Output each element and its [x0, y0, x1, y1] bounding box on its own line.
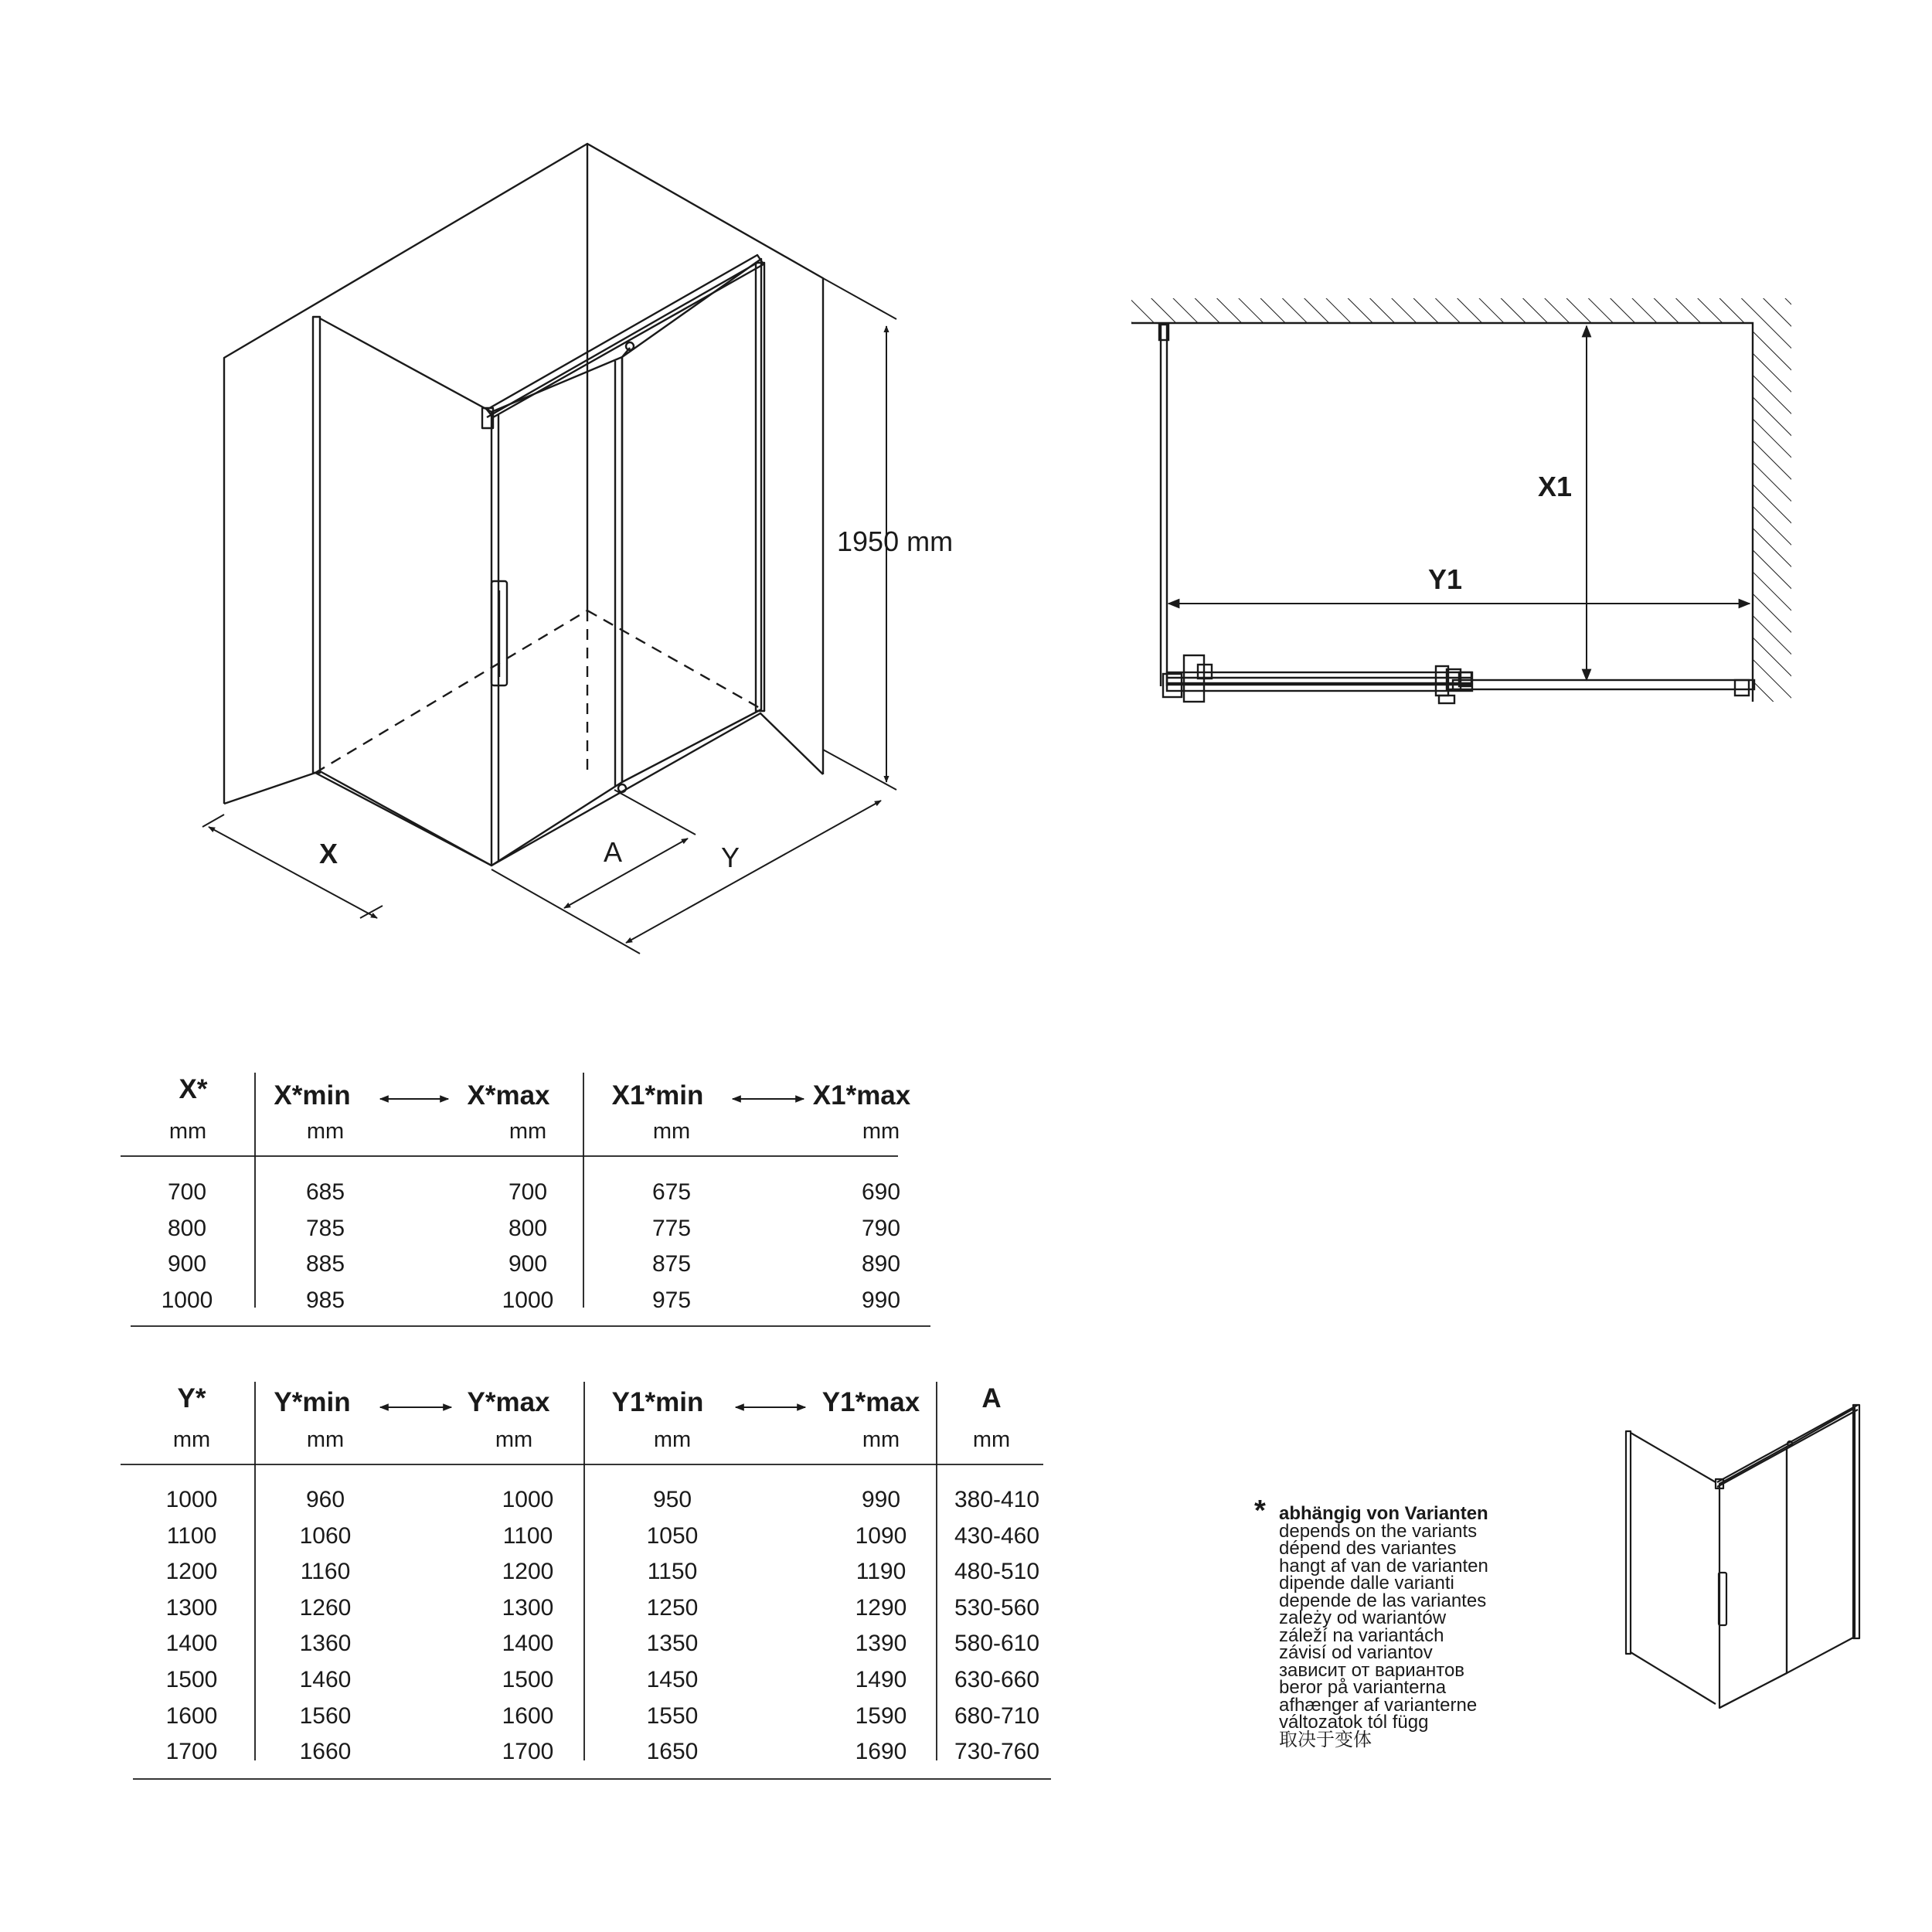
- table-cell: 990: [861, 1487, 901, 1512]
- ymax-col-header: Y*max: [467, 1387, 550, 1417]
- note-line: afhænger af varianterne: [1279, 1694, 1478, 1716]
- note-line: abhängig von Varianten: [1279, 1503, 1488, 1524]
- note-line: 取决于变体: [1279, 1729, 1372, 1750]
- x1max-col-header: X1*max: [812, 1080, 911, 1111]
- table-cell: 1160: [300, 1559, 351, 1585]
- table-cell: 1450: [646, 1667, 699, 1692]
- table-cell: 885: [305, 1251, 345, 1277]
- table-cell: 685: [305, 1179, 345, 1205]
- table-cell: 1350: [646, 1631, 699, 1657]
- height-dimension-label: 1950 mm: [837, 526, 954, 557]
- table-cell: 1000: [502, 1487, 554, 1512]
- asterisk-icon: *: [1254, 1495, 1266, 1527]
- table-cell: 1660: [299, 1739, 352, 1765]
- table-cell: 530-560: [954, 1594, 1040, 1621]
- table-cell: 1490: [855, 1667, 907, 1692]
- table-cell: 700: [167, 1179, 207, 1205]
- unit-label: mm: [172, 1427, 211, 1452]
- y-col-header: Y*: [177, 1383, 206, 1413]
- note-line: változatok tól függ: [1279, 1712, 1429, 1733]
- right-wall-hatch: [1753, 323, 1791, 702]
- note-line: beror på varianterna: [1279, 1677, 1447, 1698]
- table-cell: 430-460: [954, 1522, 1040, 1549]
- unit-label: mm: [862, 1427, 900, 1452]
- table-cell: 1400: [502, 1631, 554, 1657]
- x-col-header: X*: [179, 1074, 208, 1104]
- table-cell: 1650: [646, 1739, 699, 1765]
- isometric-enclosure-drawing: [202, 144, 896, 954]
- table-cell: 1100: [166, 1522, 217, 1549]
- table-cell: 975: [651, 1287, 692, 1313]
- table-cell: 985: [305, 1287, 345, 1313]
- note-line: depende de las variantes: [1279, 1590, 1487, 1611]
- note-line: závisí od variantov: [1279, 1642, 1433, 1663]
- note-line: hangt af van de varianten: [1279, 1555, 1488, 1577]
- fixed-glass-panel: [622, 259, 761, 782]
- table-cell: 1600: [165, 1702, 218, 1729]
- unit-label: mm: [862, 1119, 900, 1144]
- table-cell: 960: [305, 1487, 345, 1512]
- table-cell: 785: [305, 1216, 345, 1241]
- table-cell: 730-760: [954, 1739, 1040, 1765]
- table-cell: 630-660: [954, 1667, 1040, 1692]
- table-cell: 1000: [502, 1287, 554, 1313]
- y1max-col-header: Y1*max: [821, 1387, 920, 1417]
- table-cell: 680-710: [954, 1702, 1040, 1729]
- dimension-label-x: X: [318, 838, 338, 869]
- table-cell: 1200: [502, 1559, 554, 1585]
- dimension-lines: [202, 278, 896, 954]
- unit-label: mm: [652, 1119, 691, 1144]
- unit-label: mm: [168, 1119, 207, 1144]
- thumbnail-enclosure-drawing: [1626, 1405, 1859, 1708]
- table-cell: 1200: [165, 1559, 218, 1585]
- note-line: зависит от вариантов: [1279, 1659, 1465, 1681]
- table-cell: 890: [861, 1251, 901, 1277]
- table-cell: 800: [508, 1216, 548, 1241]
- table-cell: 775: [651, 1216, 692, 1241]
- table-cell: 1050: [646, 1522, 699, 1549]
- x1min-col-header: X1*min: [611, 1080, 704, 1111]
- table-cell: 1390: [855, 1631, 907, 1657]
- table-cell: 1260: [299, 1594, 352, 1621]
- xmin-col-header: X*min: [274, 1080, 351, 1111]
- note-line: dipende dalle varianti: [1279, 1573, 1454, 1594]
- note-line: záleží na variantách: [1279, 1624, 1444, 1646]
- table-cell: 800: [167, 1216, 207, 1241]
- plan-view-drawing: [1131, 298, 1791, 703]
- table-cell: 1290: [855, 1594, 907, 1621]
- variant-note: [1254, 1495, 1488, 1750]
- note-line: depends on the variants: [1279, 1520, 1478, 1542]
- table-cell: 1550: [646, 1702, 699, 1729]
- table-cell: 580-610: [954, 1631, 1040, 1657]
- table-cell: 690: [861, 1179, 901, 1205]
- table-cell: 1360: [299, 1631, 352, 1657]
- unit-label: mm: [495, 1427, 533, 1452]
- table-cell: 1150: [647, 1559, 698, 1585]
- table-cell: 990: [861, 1287, 901, 1313]
- plan-label-x1: X1: [1537, 471, 1573, 502]
- ymin-col-header: Y*min: [274, 1387, 351, 1417]
- wall-outline: [1131, 323, 1753, 702]
- table-cell: 950: [652, 1487, 692, 1512]
- table-cell: 1090: [855, 1522, 907, 1549]
- unit-label: mm: [306, 1119, 345, 1144]
- plan-label-y1: Y1: [1427, 563, 1463, 595]
- table-cell: 1100: [502, 1522, 553, 1549]
- table-cell: 790: [861, 1216, 901, 1241]
- table-cell: 900: [508, 1251, 548, 1277]
- table-cell: 875: [651, 1251, 692, 1277]
- a-col-header: A: [981, 1383, 1002, 1413]
- table-cell: 1690: [855, 1739, 907, 1765]
- table-cell: 1300: [165, 1594, 218, 1621]
- table-cell: 1000: [161, 1287, 213, 1313]
- unit-label: mm: [653, 1427, 692, 1452]
- note-line: zależy od wariantów: [1279, 1607, 1447, 1628]
- table-cell: 900: [167, 1251, 207, 1277]
- table-cell: 1500: [502, 1667, 554, 1692]
- unit-label: mm: [972, 1427, 1011, 1452]
- top-wall-hatch: [1131, 298, 1791, 323]
- table-cell: 1600: [502, 1702, 554, 1729]
- table-cell: 1560: [299, 1702, 352, 1729]
- table-cell: 1460: [299, 1667, 352, 1692]
- table-cell: 480-510: [954, 1559, 1040, 1585]
- table-cell: 1700: [165, 1739, 218, 1765]
- xmax-col-header: X*max: [467, 1080, 550, 1111]
- table-cell: 1300: [502, 1594, 554, 1621]
- table-cell: 700: [508, 1179, 548, 1205]
- table-cell: 1700: [502, 1739, 554, 1765]
- table-cell: 675: [651, 1179, 692, 1205]
- table-cell: 1190: [855, 1559, 906, 1585]
- y1min-col-header: Y1*min: [611, 1387, 704, 1417]
- unit-label: mm: [509, 1119, 547, 1144]
- sliding-glass-door: [492, 357, 622, 866]
- dimension-label-a: A: [603, 836, 623, 868]
- table-cell: 1500: [165, 1667, 218, 1692]
- table-cell: 380-410: [954, 1487, 1040, 1512]
- fixed-glass-plan: [1453, 680, 1754, 689]
- table-cell: 1250: [646, 1594, 699, 1621]
- table-cell: 1000: [165, 1487, 218, 1512]
- table-cell: 1400: [165, 1631, 218, 1657]
- table-cell: 1590: [855, 1702, 907, 1729]
- dimension-label-y: Y: [720, 842, 740, 873]
- note-line: dépend des variantes: [1279, 1538, 1457, 1559]
- table-cell: 1060: [299, 1522, 352, 1549]
- unit-label: mm: [306, 1427, 345, 1452]
- left-wall-outline: [224, 144, 587, 804]
- side-glass-panel: [313, 317, 320, 773]
